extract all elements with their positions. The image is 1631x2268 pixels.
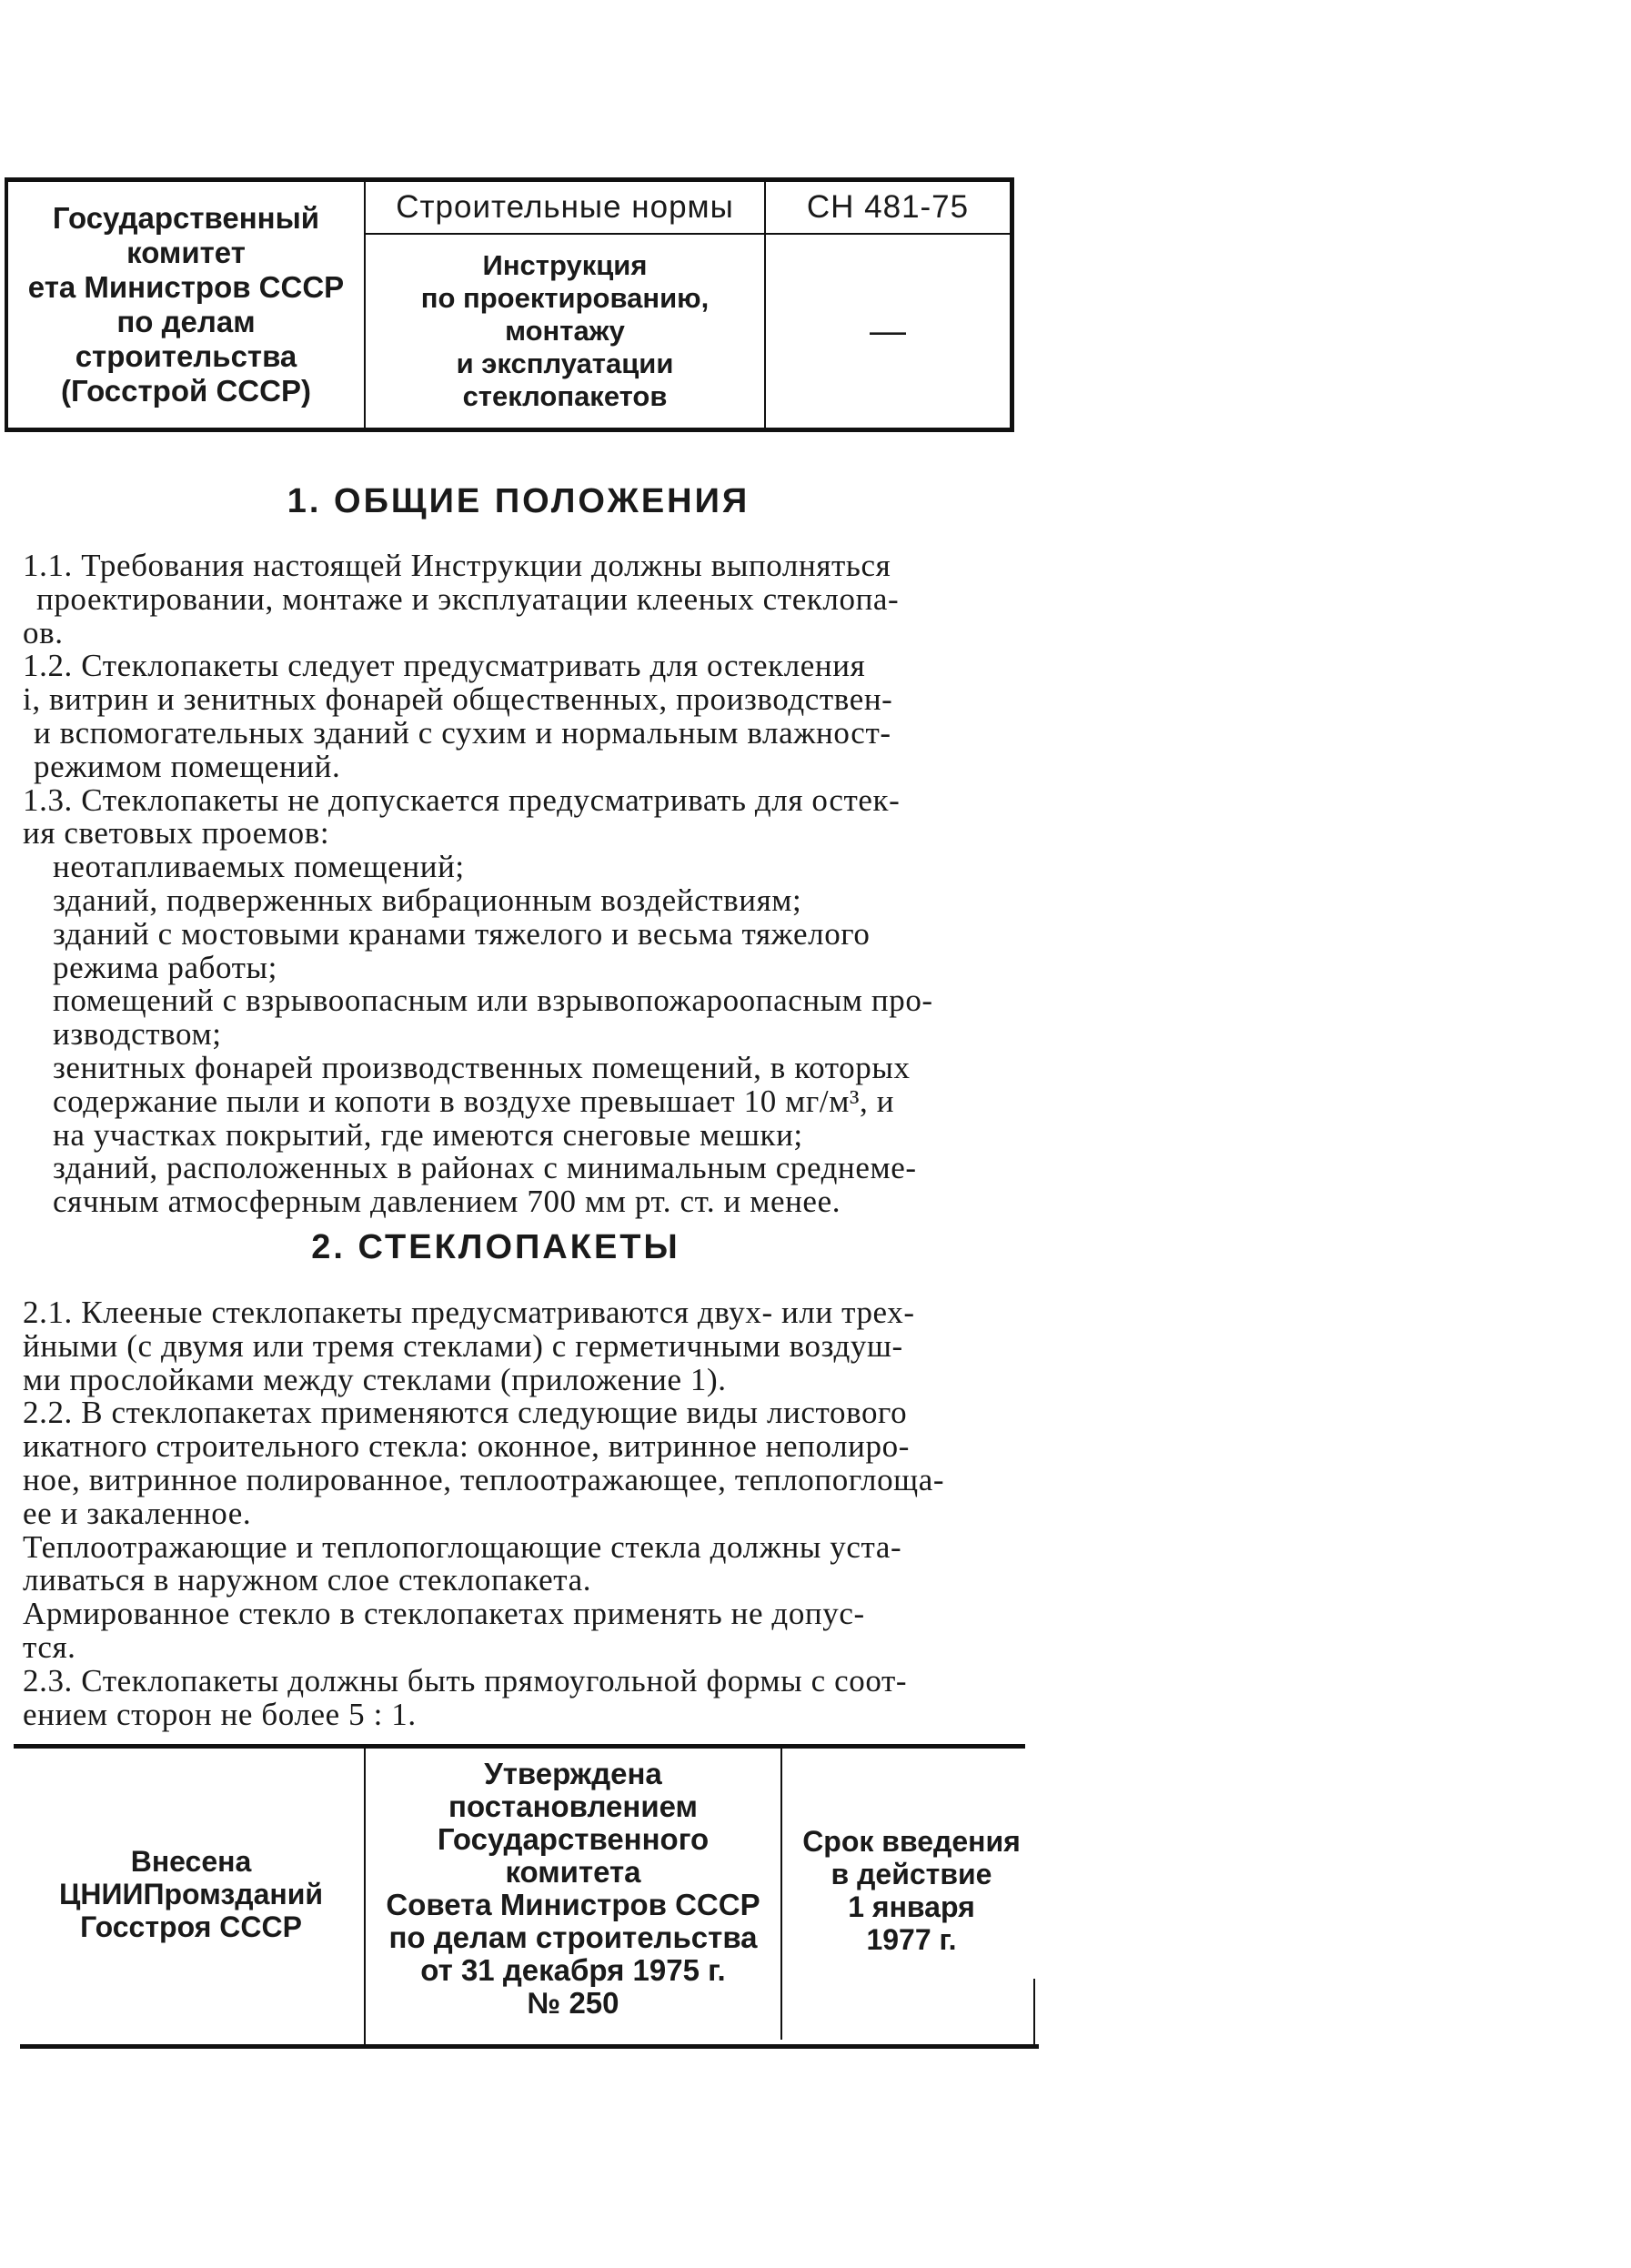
list-item: режима работы;	[53, 949, 277, 985]
text-line: ов.	[23, 614, 64, 650]
effective-line: в действие	[831, 1858, 992, 1890]
text-line: режимом помещений.	[34, 748, 341, 784]
effective-line: Срок введения	[802, 1825, 1021, 1858]
list-item: зданий, подверженных вибрационным воздействиям;	[53, 882, 802, 918]
issuer-line: строительства	[75, 339, 297, 373]
introduced-line: ЦНИИПромзданий	[58, 1878, 324, 1910]
approved-line: Совета Министров СССР	[386, 1888, 760, 1921]
doc-title-line: монтажу	[505, 315, 625, 347]
issuer-cell	[8, 182, 366, 428]
list-item: сячным атмосферным давлением 700 мм рт. ст. и менее.	[53, 1184, 841, 1220]
approved-line: постановлением	[448, 1789, 698, 1823]
text-line: ением сторон не более 5 : 1.	[23, 1696, 417, 1732]
list-item: изводством;	[53, 1016, 222, 1053]
effective-cell	[784, 1825, 1039, 1956]
text-line: ми прослойками между стеклами (приложение 1).	[23, 1361, 727, 1397]
list-item: зданий с мостовыми кранами тяжелого и весьма тяжелого	[53, 915, 871, 952]
text-line: і, витрин и зенитных фонарей общественных, производствен-	[23, 681, 893, 718]
approved-line: комитета	[505, 1855, 641, 1889]
approved-line: по делам строительства	[388, 1920, 758, 1954]
list-item: неотапливаемых помещений;	[53, 849, 465, 885]
approved-line: от 31 декабря 1975 г.	[420, 1953, 726, 1987]
approved-line: № 250	[527, 1986, 619, 2020]
doc-title-line: по проектированию,	[420, 282, 710, 314]
footer-rule-top	[14, 1744, 1025, 1749]
section-1-heading: 1. ОБЩИЕ ПОЛОЖЕНИЯ	[287, 482, 750, 520]
text-line: икатного строительного стекла: оконное, витринное неполиро-	[23, 1428, 910, 1465]
text-line: 2.2. В стеклопакетах применяются следующие виды листового	[23, 1395, 908, 1431]
list-item: на участках покрытий, где имеются снеговые мешки;	[53, 1116, 803, 1153]
section-1-list	[23, 851, 1023, 1219]
footer-rule-bottom	[20, 2044, 1039, 2049]
section-2-heading: 2. СТЕКЛОПАКЕТЫ	[311, 1228, 680, 1266]
replaces-value: —	[870, 311, 906, 351]
text-line: 1.3. Стеклопакеты не допускается предусматривать для остек-	[23, 781, 901, 818]
text-line: проектировании, монтаже и эксплуатации клееных стеклопа-	[36, 580, 900, 617]
code-cell	[766, 182, 1010, 428]
text-line: тся.	[23, 1628, 76, 1665]
approved-line: Государственного	[437, 1822, 710, 1856]
text-line: 1.1. Требования настоящей Инструкции должны выполняться	[23, 548, 891, 583]
doc-type: Строительные нормы	[366, 182, 764, 235]
doc-code: СН 481-75	[766, 182, 1010, 235]
doc-title-line: Инструкция	[482, 249, 648, 281]
footer-divider	[1033, 1979, 1035, 2047]
title-cell	[366, 182, 766, 428]
text-line: и вспомогательных зданий с сухим и нормальным влажност-	[34, 714, 891, 751]
doc-title-line: и эксплуатации	[456, 348, 674, 379]
text-line: йными (с двумя или тремя стеклами) с герметичными воздуш-	[23, 1327, 903, 1364]
issuer-line: (Госстрой СССР)	[61, 374, 311, 408]
section-1-body	[23, 549, 1023, 1219]
doc-title-line: стеклопакетов	[462, 380, 668, 412]
list-item: помещений с взрывоопасным или взрывопожароопасным про-	[53, 983, 933, 1019]
list-item: содержание пыли и копоти в воздухе превышает 10 мг/м³, и	[53, 1083, 895, 1119]
effective-line: 1977 г.	[866, 1923, 957, 1956]
doc-title	[366, 235, 764, 428]
text-line: ия световых проемов:	[23, 815, 330, 852]
approved-cell	[367, 1758, 779, 2020]
text-line: 2.1. Клееные стеклопакеты предусматриваются двух- или трех-	[23, 1295, 915, 1330]
text-line: ее и закаленное.	[23, 1495, 252, 1531]
text-line: Армированное стекло в стеклопакетах применять не допус-	[23, 1596, 865, 1632]
approved-line: Утверждена	[484, 1757, 662, 1790]
text-line: ливаться в наружном слое стеклопакета.	[23, 1562, 592, 1598]
section-2-body	[23, 1296, 1023, 1731]
issuer-line: по делам	[116, 305, 256, 338]
text-line: 2.3. Стеклопакеты должны быть прямоугольной формы с соот-	[23, 1662, 908, 1698]
header-table	[5, 177, 1014, 432]
text-line: 1.2. Стеклопакеты следует предусматривать для остекления	[23, 648, 866, 684]
footer-divider	[364, 1749, 366, 2049]
introduced-cell	[18, 1845, 364, 1943]
text-line: Теплоотражающие и теплопоглощающие стекла должны уста-	[23, 1528, 902, 1565]
text-line: ное, витринное полированное, теплоотражающее, теплопоглоща-	[23, 1461, 945, 1497]
issuer-line: ета Министров СССР	[27, 270, 345, 304]
issuer-line: Государственный	[52, 201, 320, 235]
introduced-line: Внесена	[130, 1845, 252, 1878]
footer-divider	[780, 1749, 782, 2040]
effective-line: 1 января	[848, 1890, 975, 1923]
issuer-line: комитет	[126, 236, 246, 269]
list-item: зенитных фонарей производственных помещений, в которых	[53, 1049, 911, 1085]
list-item: зданий, расположенных в районах с минимальным среднеме-	[53, 1150, 917, 1186]
introduced-line: Госстроя СССР	[80, 1910, 302, 1943]
